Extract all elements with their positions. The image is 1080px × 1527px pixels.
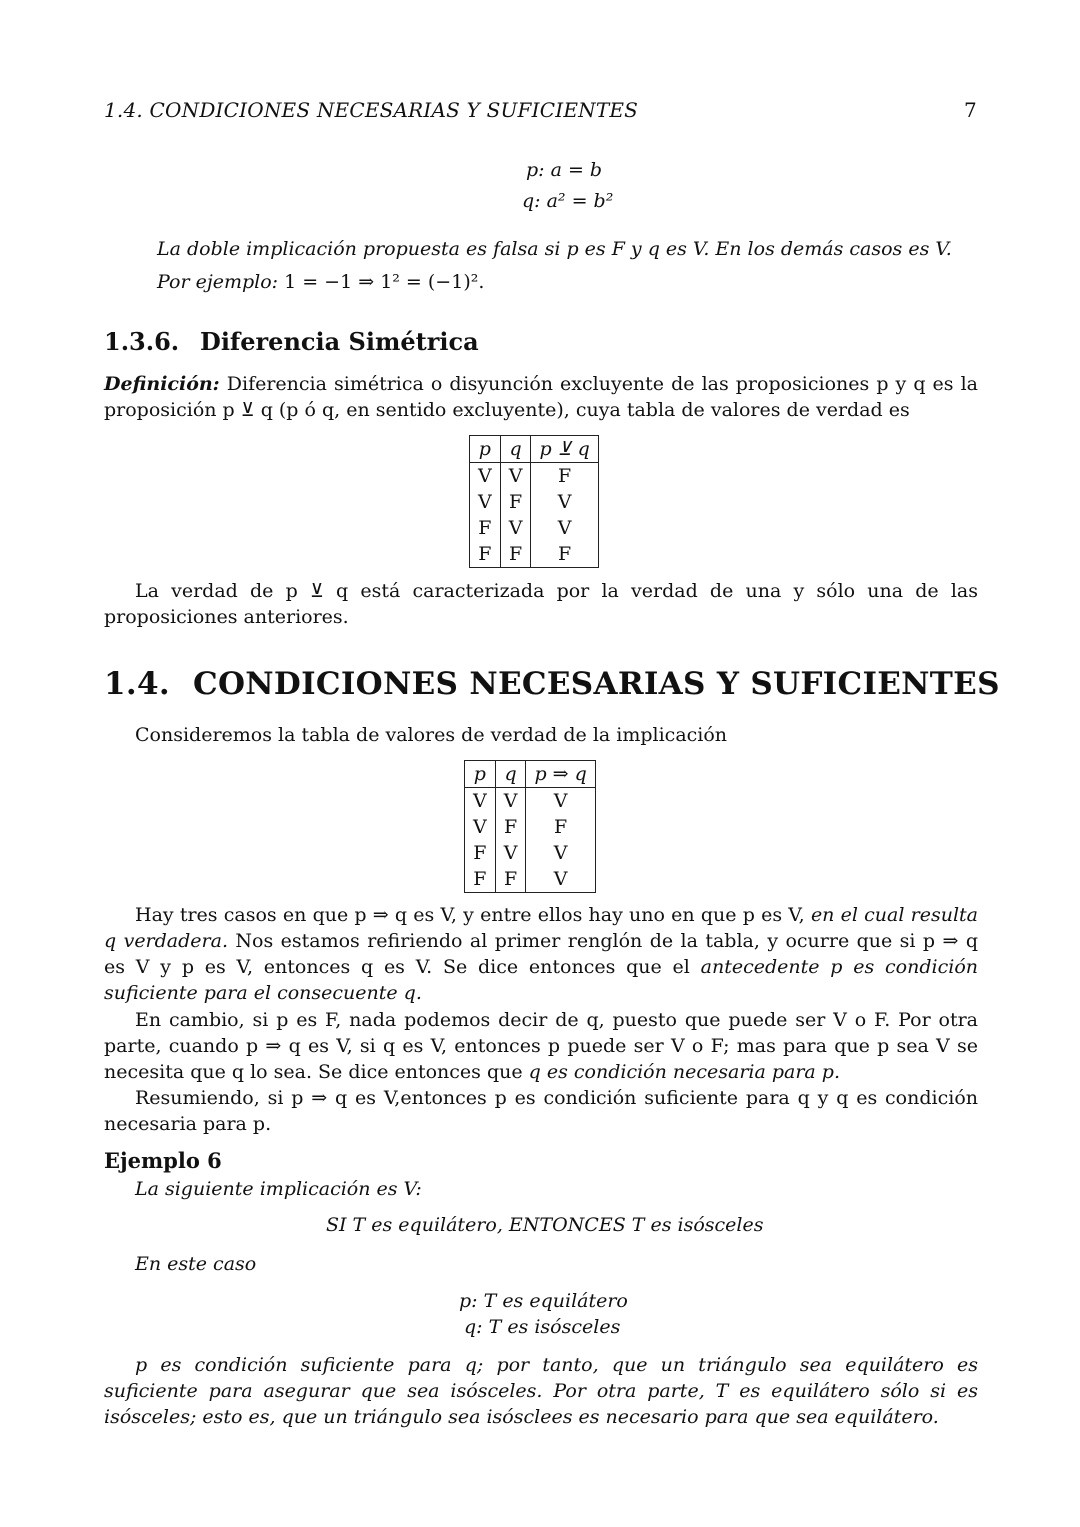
- table-row: [470, 489, 599, 515]
- example-6-case: En este caso: [135, 1253, 257, 1275]
- table-cell: F: [526, 814, 595, 840]
- table-cell: F: [500, 541, 531, 568]
- prev-example-label: Por ejemplo:: [157, 271, 285, 293]
- section-136-title: Diferencia Simétrica: [200, 327, 479, 356]
- table-cell: V: [526, 866, 595, 893]
- table-header: p: [465, 761, 496, 788]
- paragraph-sufficient: [104, 902, 978, 1006]
- table-header-row: [465, 761, 596, 788]
- para2-part-a: En cambio, si p es F, nada podemos decir de q, puesto que puede ser V o F. Por otra parte, cuando p ⇒ q es V, si q es V, entonces p puede ser V o F; mas para que p sea V se necesita que q lo sea. Se dice entonces que: [104, 1009, 978, 1083]
- section-14-number: 1.4.: [104, 666, 170, 702]
- table-cell: F: [495, 866, 526, 893]
- table-cell: V: [500, 463, 531, 490]
- prev-example-math: 1 = −1 ⇒ 1² = (−1)².: [284, 271, 485, 293]
- table-header: p ⊻ q: [531, 436, 598, 463]
- table-row: [465, 840, 596, 866]
- example-6-intro: La siguiente implicación es V:: [135, 1178, 422, 1200]
- table-cell: F: [531, 541, 598, 568]
- table-cell: V: [473, 790, 487, 812]
- table-row: [465, 788, 596, 815]
- section-136-definition: [104, 371, 978, 423]
- definition-label: Definición:: [104, 373, 220, 395]
- table-cell: F: [473, 842, 487, 864]
- table-cell: F: [495, 814, 526, 840]
- table-cell: F: [478, 543, 492, 565]
- xor-explanation: La verdad de p ⊻ q está caracterizada por la verdad de una y sólo una de las proposiciones anteriores.: [104, 580, 978, 628]
- example-6-statement: SI T es equilátero, ENTONCES T es isósceles: [326, 1214, 764, 1236]
- table-header: q: [495, 761, 526, 788]
- para1-part-c: Nos estamos refiriendo al primer renglón de la tabla, y ocurre que si p ⇒ q es V y p es V, entonces q es V. Se dice entonces que el: [104, 930, 979, 978]
- table-cell: F: [500, 489, 531, 515]
- table-header: p ⇒ q: [526, 761, 595, 788]
- table-row: [465, 866, 596, 893]
- table-cell: V: [531, 489, 598, 515]
- table-header: q: [500, 436, 531, 463]
- para1-part-d: antecedente p es condición suficiente para el consecuente q.: [104, 956, 978, 1004]
- para1-part-a: Hay tres casos en que p ⇒ q es V, y entre ellos hay uno en que p es V,: [135, 904, 811, 926]
- paragraph-summary: Resumiendo, si p ⇒ q es V,entonces p es condición suficiente para q y q es condición necesaria para p.: [104, 1087, 978, 1135]
- section-14-intro: Consideremos la tabla de valores de verdad de la implicación: [135, 724, 728, 746]
- section-136-number: 1.3.6.: [104, 327, 180, 356]
- section-14-title: CONDICIONES NECESARIAS Y SUFICIENTES: [193, 666, 1000, 702]
- table-cell: F: [473, 868, 487, 890]
- page-number: 7: [964, 98, 977, 122]
- table-cell: V: [478, 465, 492, 487]
- definition-text: Diferencia simétrica o disyunción excluyente de las proposiciones p y q es la proposición p ⊻ q (p ó q, en sentido excluyente), cuya tabla de valores de verdad es: [104, 373, 978, 421]
- table-cell: V: [495, 840, 526, 866]
- table-cell: F: [478, 517, 492, 539]
- prev-p-definition: p: a = b: [526, 159, 603, 181]
- table-cell: V: [531, 515, 598, 541]
- table-cell: V: [526, 788, 595, 815]
- running-header-title: 1.4. CONDICIONES NECESARIAS Y SUFICIENTES: [104, 98, 639, 122]
- prev-example-line: [157, 269, 484, 295]
- example-6-p-definition: p: T es equilátero: [459, 1290, 628, 1312]
- prev-q-definition: q: a² = b²: [522, 190, 614, 212]
- table-cell: V: [478, 491, 492, 513]
- table-cell: V: [495, 788, 526, 815]
- example-6-q-definition: q: T es isósceles: [464, 1316, 621, 1338]
- table-header-row: [470, 436, 599, 463]
- table-header: p: [470, 436, 501, 463]
- table-row: [470, 541, 599, 568]
- table-cell: V: [473, 816, 487, 838]
- table-row: [470, 463, 599, 490]
- implication-truth-table: [464, 760, 596, 893]
- example-6-title: Ejemplo 6: [104, 1148, 222, 1173]
- prev-conclusion-line: La doble implicación propuesta es falsa si p es F y q es V. En los demás casos es V.: [157, 238, 952, 260]
- example-6-conclusion: p es condición suficiente para q; por tanto, que un triángulo sea equilátero es suficiente para asegurar que sea isósceles. Por otra parte, T es equilátero sólo si es isósceles; esto es, que un triángulo sea isósclees es necesario para que sea equilátero.: [104, 1354, 978, 1428]
- table-cell: F: [531, 463, 598, 490]
- para1-part-b: en el cual resulta q verdadera.: [104, 904, 979, 952]
- table-cell: V: [526, 840, 595, 866]
- xor-truth-table: [469, 435, 599, 568]
- table-cell: V: [500, 515, 531, 541]
- table-row: [465, 814, 596, 840]
- paragraph-necessary: [104, 1007, 978, 1085]
- table-row: [470, 515, 599, 541]
- para2-part-b: q es condición necesaria para p.: [528, 1061, 840, 1083]
